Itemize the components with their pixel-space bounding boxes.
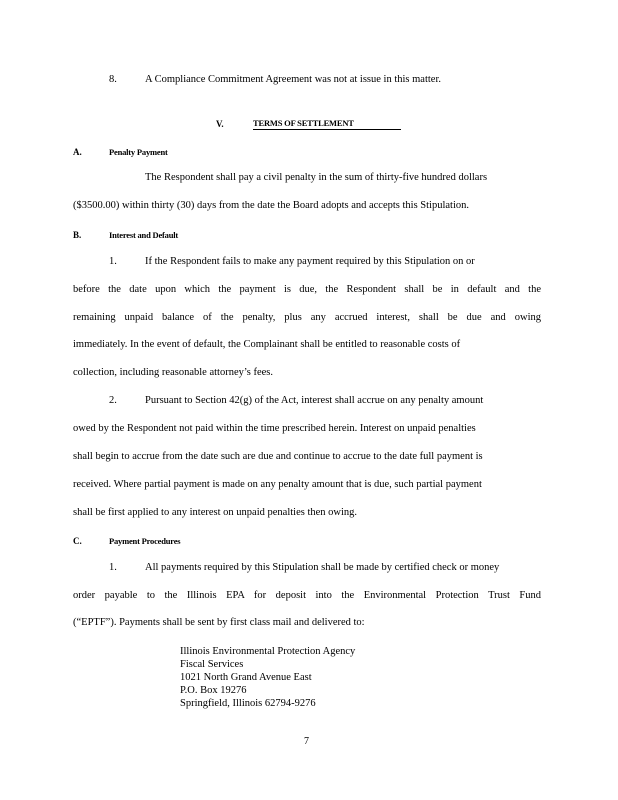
section-b-item1-line-3: remaining unpaid balance of the penalty, plus any accrued interest, shall be due and owing: [73, 312, 541, 323]
para8-text: A Compliance Commitment Agreement was not at issue in this matter.: [145, 74, 441, 85]
section-b-item2-line-2: owed by the Respondent not paid within the time prescribed herein. Interest on unpaid penalties: [73, 423, 476, 434]
section-c-item1-line-3: (“EPTF”). Payments shall be sent by first class mail and delivered to:: [73, 617, 365, 628]
section-b-letter: B.: [73, 230, 82, 240]
section-b-item2-line-5: shall be first applied to any interest on unpaid penalties then owing.: [73, 507, 358, 518]
section-a-line-1: The Respondent shall pay a civil penalty in the sum of thirty-five hundred dollars: [145, 172, 488, 183]
section-b-title: Interest and Default: [109, 230, 179, 240]
section-b-item2-line-4: received. Where partial payment is made on any penalty amount that is due, such partial payment: [73, 479, 482, 490]
section-c-item1-number: 1.: [109, 562, 117, 573]
section-a-line-2: ($3500.00) within thirty (30) days from the date the Board adopts and accepts this Stipulation.: [73, 200, 470, 211]
section-c-item1-line-2: order payable to the Illinois EPA for deposit into the Environmental Protection Trust Fund: [73, 590, 541, 601]
address-line-agency: Illinois Environmental Protection Agency: [180, 646, 356, 657]
address-line-po-box: P.O. Box 19276: [180, 685, 247, 696]
section-b-item1-line-2: before the date upon which the payment is due, the Respondent shall be in default and the: [73, 284, 541, 295]
section-c-letter: C.: [73, 536, 82, 546]
section-b-item2-line-3: shall begin to accrue from the date such are due and continue to accrue to the date full payment is: [73, 451, 483, 462]
address-line-city: Springfield, Illinois 62794-9276: [180, 698, 316, 709]
section-a-title: Penalty Payment: [109, 147, 168, 157]
heading-number: V.: [216, 119, 224, 129]
section-c-title: Payment Procedures: [109, 536, 181, 546]
section-b-item1-line-5: collection, including reasonable attorney’s fees.: [73, 367, 274, 378]
section-b-item2-first-line: Pursuant to Section 42(g) of the Act, interest shall accrue on any penalty amount: [145, 395, 484, 406]
section-b-item1-line-4: immediately. In the event of default, the Complainant shall be entitled to reasonable costs of: [73, 339, 461, 350]
page-number: 7: [304, 736, 309, 747]
heading-title: TERMS OF SETTLEMENT: [253, 118, 401, 130]
section-b-item2-number: 2.: [109, 395, 117, 406]
section-c-item1-first-line: All payments required by this Stipulation shall be made by certified check or money: [145, 562, 500, 573]
para8-number: 8.: [109, 74, 117, 85]
section-a-letter: A.: [73, 147, 82, 157]
address-line-department: Fiscal Services: [180, 659, 244, 670]
address-line-street: 1021 North Grand Avenue East: [180, 672, 312, 683]
section-b-item1-first-line: If the Respondent fails to make any payment required by this Stipulation on or: [145, 256, 475, 267]
section-b-item1-number: 1.: [109, 256, 117, 267]
